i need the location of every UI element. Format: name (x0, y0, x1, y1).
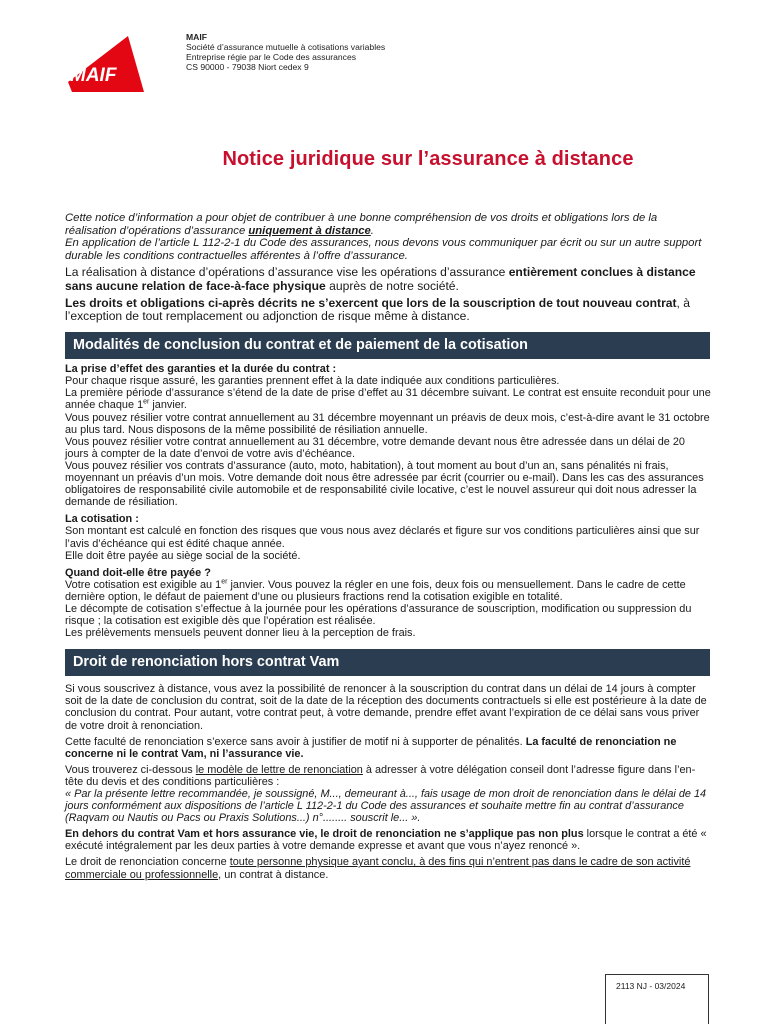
letter-model-quote: « Par la présente lettre recommandée, je soussigné, M..., demeurant à..., fais usage de mon droit de renonciation dans le délai de 14 jours conformément aux dispositions de l’article L 112-2-1 du Code des assurances et souhaite mettre fin au contrat d’assurance (Raqvam ou Nautis ou Pacs ou Praxis Solutions...) n°........ souscrit le... ». (65, 788, 707, 825)
intro-paragraph: Les droits et obligations ci-après décrits ne s’exercent que lors de la souscription de tout nouveau contrat, à l’exception de tout remplacement ou adjonction de risque même à distance. (65, 295, 690, 323)
document-body (65, 212, 711, 881)
intro-paragraph: En application de l’article L 112-2-1 du Code des assurances, nous devons vous communiquer par écrit ou sur un autre support durable les conditions contractuelles afférentes à l’offre d’assurance. (65, 237, 702, 262)
section-renonciation-body (65, 683, 711, 880)
company-line: Société d’assurance mutuelle à cotisations variables (186, 42, 386, 52)
page-title: Notice juridique sur l’assurance à distance (222, 148, 634, 170)
paragraph: Les prélèvements mensuels peuvent donner lieu à la perception de frais. (65, 627, 416, 640)
paragraph: Pour chaque risque assuré, les garanties prennent effet à la date indiquée aux conditions particulières. (65, 375, 560, 388)
subheading: La prise d’effet des garanties et la durée du contrat : (65, 363, 337, 376)
company-name: MAIF (186, 32, 208, 42)
paragraph: Vous pouvez résilier vos contrats d’assurance (auto, moto, habitation), à tout moment au bout d’un an, sans pénalités ni frais, moyennant un préavis d’un mois. Votre demande doit nous être adressée par écrit (courrier ou e-mail). Dans les cas des assurances obligatoires de responsabilité civile automobile et de responsabilité civile locative, c’est le nouvel assureur qui doit nous adresser la demande de résiliation. (65, 459, 704, 509)
subheading: La cotisation : (65, 513, 139, 526)
company-line: CS 90000 - 79038 Niort cedex 9 (186, 62, 309, 72)
paragraph: Le droit de renonciation concerne toute personne physique ayant conclu, à des fins qui n’entrent pas dans le cadre de son activité commerciale ou professionnelle, un contrat à distance. (65, 856, 691, 881)
section-heading-renonciation: Droit de renonciation hors contrat Vam (65, 649, 710, 676)
emphasis-underlined: uniquement à distance (248, 224, 371, 237)
intro-paragraph: La réalisation à distance d’opérations d’assurance vise les opérations d’assurance entièrement conclues à distance sans aucune relation de face-à-face physique auprès de notre société. (65, 265, 696, 293)
letter-model-link[interactable]: le modèle de lettre de renonciation (195, 763, 363, 776)
paragraph: Vous pouvez résilier votre contrat annuellement au 31 décembre moyennant un préavis de deux mois, c’est-à-dire avant le 31 octobre au plus tard. Nous disposons de la même possibilité de résiliation annuelle. (65, 411, 710, 436)
paragraph: En dehors du contrat Vam et hors assurance vie, le droit de renonciation ne s’applique pas non plus lorsque le contrat a été « exécuté intégralement par les deux parties à votre demande expresse et avant que vous n’ayez renoncé ». (65, 828, 707, 853)
maif-logo (66, 34, 146, 94)
maif-logo-text: MAIF (70, 65, 117, 86)
company-info (186, 32, 385, 72)
paragraph: La première période d’assurance s’étend de la date de prise d’effet au 31 décembre suivant. Le contrat est ensuite reconduit pour une année chaque 1er janvier. (65, 387, 711, 412)
subheading: Quand doit-elle être payée ? (65, 566, 211, 579)
paragraph: Elle doit être payée au siège social de la société. (65, 549, 301, 562)
intro-paragraph: Cette notice d’information a pour objet de contribuer à une bonne compréhension de vos droits et obligations lors de la réalisation d’opérations d’assurance uniquement à distance. (65, 212, 658, 237)
intro-section (65, 212, 711, 323)
section-conclusion-body (65, 363, 711, 639)
document-reference: 2113 NJ - 03/2024 (605, 974, 709, 1024)
paragraph: Le décompte de cotisation s’effectue à la journée pour les opérations d’assurance de souscription, modification ou suppression du risque ; la cotisation est exigible dès que l’opération est réalisée. (65, 602, 692, 628)
paragraph: Son montant est calculé en fonction des risques que vous nous avez déclarés et figure sur vos conditions particulières ainsi que sur l’avis d’échéance qui est édité chaque année. (65, 525, 700, 550)
company-line: Entreprise régie par le Code des assurances (186, 52, 357, 62)
paragraph: Vous trouverez ci-dessous le modèle de lettre de renonciation à adresser à votre délégation conseil dont l’adresse figure dans l’en-tête du devis et des conditions particulières : (65, 763, 696, 788)
paragraph: Vous pouvez résilier votre contrat annuellement au 31 décembre, votre demande devant nous être adressée dans un délai de 20 jours à compter de la date d’envoi de votre avis d’échéance. (65, 435, 685, 460)
section-heading-conclusion: Modalités de conclusion du contrat et de paiement de la cotisation (65, 332, 710, 359)
paragraph: Cette faculté de renonciation s’exerce sans avoir à justifier de motif ni à supporter de pénalités. La faculté de renonciation ne concerne ni le contrat Vam, ni l’assurance vie. (65, 735, 677, 760)
paragraph: Votre cotisation est exigible au 1er janvier. Vous pouvez la régler en une fois, deux fois ou mensuellement. Dans le cadre de cette dernière option, le défaut de paiement d’une ou plusieurs fractions rend la cotisation exigible en totalité. (65, 578, 686, 603)
maif-logo-mark (66, 34, 146, 94)
paragraph: Si vous souscrivez à distance, vous avez la possibilité de renoncer à la souscription du contrat dans un délai de 14 jours à compter soit de la date de conclusion du contrat, soit de la date de la réception des documents contractuels si elle est postérieure à la date de conclusion du contrat. Pour autant, votre contrat peut, à votre demande, prendre effet avant l’expiration de ce délai sans vous priver de votre droit à renonciation. (65, 683, 707, 732)
